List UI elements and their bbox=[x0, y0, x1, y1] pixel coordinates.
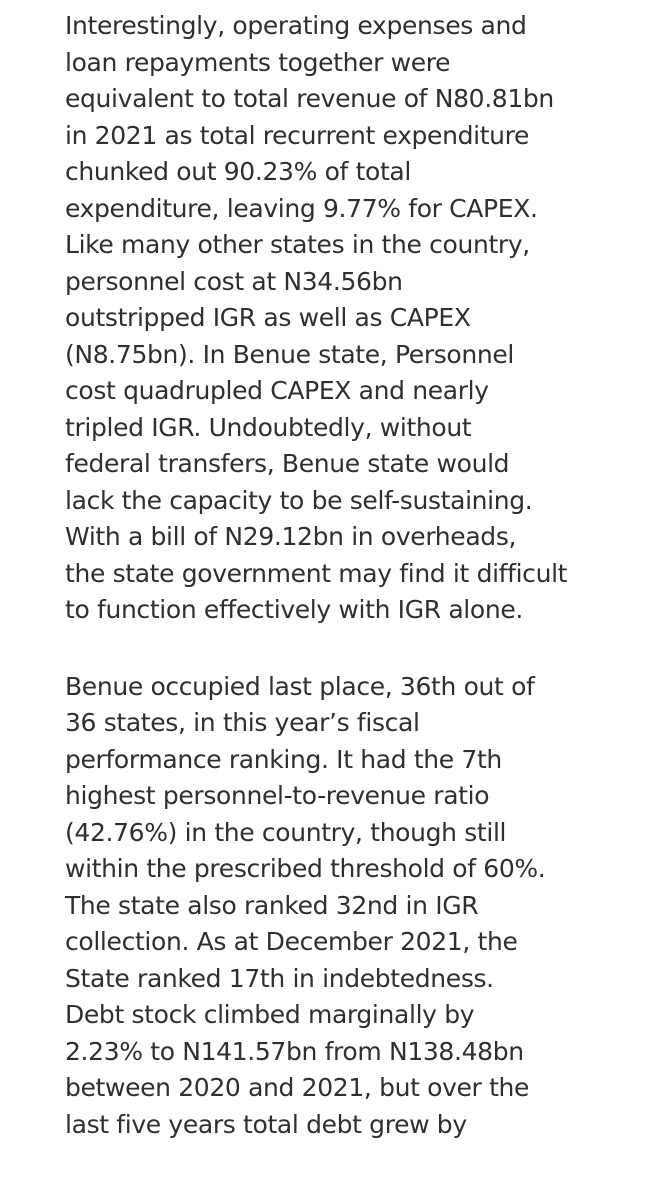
paragraph-spacer bbox=[65, 629, 645, 669]
text-line: Interestingly, operating expenses and bbox=[65, 11, 527, 40]
text-line: State ranked 17th in indebtedness. bbox=[65, 963, 494, 993]
text-line: Benue occupied last place, 36th out of bbox=[65, 671, 535, 701]
text-line: The state also ranked 32nd in IGR bbox=[65, 890, 479, 920]
text-line: performance ranking. It had the 7th bbox=[65, 744, 502, 774]
paragraph-2 bbox=[65, 669, 645, 1144]
text-line: (N8.75bn). In Benue state, Personnel bbox=[65, 339, 514, 369]
text-line: (42.76%) in the country, though still bbox=[65, 817, 507, 847]
text-line: chunked out 90.23% of total bbox=[65, 157, 411, 186]
text-line: outstripped IGR as well as CAPEX bbox=[65, 303, 471, 332]
text-line: within the prescribed threshold of 60%. bbox=[65, 854, 546, 883]
text-line: tripled IGR. Undoubtedly, without bbox=[65, 412, 472, 442]
text-line: 2.23% to N141.57bn from N138.48bn bbox=[65, 1036, 524, 1066]
text-line: Like many other states in the country, bbox=[65, 230, 530, 259]
article-body bbox=[65, 8, 645, 1143]
text-line: to function effectively with IGR alone. bbox=[65, 595, 523, 624]
text-line: With a bill of N29.12bn in overheads, bbox=[65, 522, 517, 551]
text-line: loan repayments together were bbox=[65, 47, 451, 77]
paragraph-1 bbox=[65, 8, 645, 629]
text-line: collection. As at December 2021, the bbox=[65, 927, 518, 956]
text-line: lack the capacity to be self-sustaining. bbox=[65, 485, 533, 515]
text-line: expenditure, leaving 9.77% for CAPEX. bbox=[65, 193, 538, 223]
text-line: highest personnel-to-revenue ratio bbox=[65, 781, 490, 810]
text-line: personnel cost at N34.56bn bbox=[65, 266, 403, 296]
text-line: last five years total debt grew by bbox=[65, 1109, 467, 1139]
text-line: Debt stock climbed marginally by bbox=[65, 1000, 475, 1029]
text-line: in 2021 as total recurrent expenditure bbox=[65, 120, 530, 150]
text-line: equivalent to total revenue of N80.81bn bbox=[65, 84, 554, 113]
text-line: between 2020 and 2021, but over the bbox=[65, 1073, 530, 1102]
text-line: 36 states, in this year’s fiscal bbox=[65, 708, 420, 737]
text-line: federal transfers, Benue state would bbox=[65, 449, 510, 478]
text-line: cost quadrupled CAPEX and nearly bbox=[65, 376, 489, 405]
text-line: the state government may find it difficult bbox=[65, 558, 568, 588]
